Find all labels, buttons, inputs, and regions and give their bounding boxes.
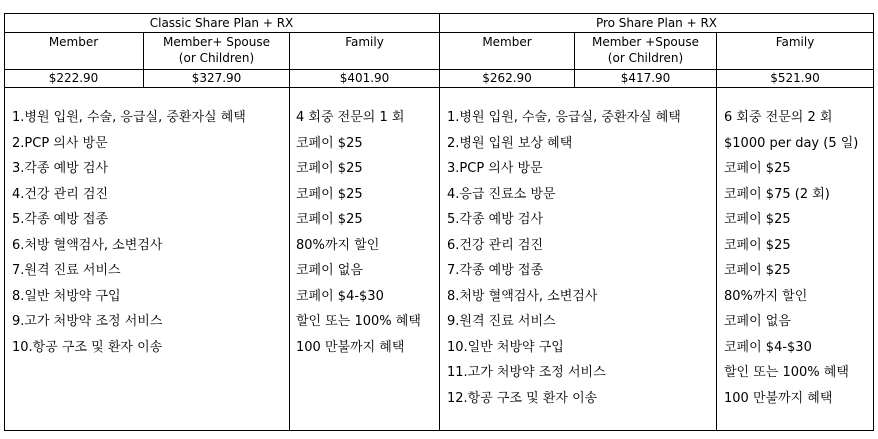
list-item: 6.건강 관리 검진 bbox=[447, 237, 544, 253]
list-item: 코페이 $25 bbox=[724, 263, 791, 278]
list-item: 7.각종 예방 접종 bbox=[447, 263, 544, 278]
classic-details-list bbox=[296, 108, 436, 368]
list-item: 9.원격 진료 서비스 bbox=[447, 314, 556, 329]
rule-title bbox=[4, 32, 874, 33]
list-item: 6 회중 전문의 2 회 bbox=[724, 110, 833, 125]
list-item: 코페이 $25 bbox=[296, 212, 363, 227]
list-item: 2.PCP 의사 방문 bbox=[12, 135, 108, 151]
pro-member-label: Member bbox=[482, 35, 532, 49]
list-item: 코페이 없음 bbox=[724, 314, 791, 329]
list-item: 5.각종 예방 접종 bbox=[12, 212, 109, 227]
classic-benefits-list bbox=[12, 108, 287, 368]
list-item: $1000 per day (5 일) bbox=[724, 135, 859, 151]
classic-member-label: Member bbox=[48, 35, 99, 49]
list-item: 6.처방 혈액검사, 소변검사 bbox=[12, 237, 163, 253]
list-item: 코페이 $25 bbox=[296, 161, 363, 176]
list-item: 4 회중 전문의 1 회 bbox=[296, 110, 405, 125]
list-item: 100 만불까지 혜택 bbox=[724, 390, 833, 406]
list-item: 4.응급 진료소 방문 bbox=[447, 186, 556, 202]
classic-member-price: $222.90 bbox=[48, 71, 99, 85]
list-item: 4.건강 관리 검진 bbox=[12, 186, 109, 202]
list-item: 80%까지 할인 bbox=[296, 237, 380, 253]
classic-plan-title: Classic Share Plan + RX bbox=[149, 16, 294, 30]
rule-prices bbox=[4, 87, 874, 88]
list-item: 코페이 $75 (2 회) bbox=[724, 186, 830, 202]
list-item: 1.병원 입원, 수술, 응급실, 중환자실 혜택 bbox=[447, 110, 681, 125]
pro-family-price: $521.90 bbox=[770, 71, 820, 85]
list-item: 100 만불까지 혜택 bbox=[296, 339, 405, 355]
list-item: 80%까지 할인 bbox=[724, 288, 808, 304]
list-item: 코페이 $4-$30 bbox=[296, 288, 384, 304]
pro-plan-title: Pro Share Plan + RX bbox=[595, 16, 718, 30]
classic-spouse-label: Member+ Spouse (or Children) bbox=[162, 35, 271, 65]
col-rule-classic-2 bbox=[289, 32, 290, 431]
list-item: 코페이 $4-$30 bbox=[724, 339, 812, 355]
col-rule-pro-2 bbox=[716, 32, 717, 431]
list-item: 코페이 $25 bbox=[724, 161, 791, 176]
list-item: 7.원격 진료 서비스 bbox=[12, 263, 121, 278]
classic-spouse-price: $327.90 bbox=[191, 71, 242, 85]
list-item: 코페이 $25 bbox=[724, 212, 791, 227]
classic-family-price: $401.90 bbox=[339, 71, 390, 85]
classic-family-label: Family bbox=[345, 35, 384, 49]
list-item: 10.일반 처방약 구입 bbox=[447, 339, 564, 355]
list-item: 12.항공 구조 및 환자 이송 bbox=[447, 390, 598, 406]
list-item: 8.일반 처방약 구입 bbox=[12, 288, 121, 304]
list-item: 1.병원 입원, 수술, 응급실, 중환자실 혜택 bbox=[12, 110, 246, 125]
list-item: 코페이 $25 bbox=[724, 237, 791, 253]
list-item: 8.처방 혈액검사, 소변검사 bbox=[447, 288, 598, 304]
list-item: 3.PCP 의사 방문 bbox=[447, 161, 543, 176]
pro-spouse-label: Member +Spouse (or Children) bbox=[591, 35, 700, 65]
list-item: 3.각종 예방 검사 bbox=[12, 161, 109, 176]
list-item: 11.고가 처방약 조정 서비스 bbox=[447, 365, 606, 380]
list-item: 5.각종 예방 검사 bbox=[447, 212, 544, 227]
list-item: 10.항공 구조 및 환자 이송 bbox=[12, 339, 163, 355]
list-item: 코페이 $25 bbox=[296, 186, 363, 202]
pro-family-label: Family bbox=[775, 35, 815, 49]
list-item: 2.병원 입원 보상 혜택 bbox=[447, 135, 573, 151]
list-item: 코페이 없음 bbox=[296, 263, 363, 278]
list-item: 할인 또는 100% 혜택 bbox=[724, 365, 849, 380]
pro-spouse-price: $417.90 bbox=[620, 71, 671, 85]
pro-member-price: $262.90 bbox=[482, 71, 532, 85]
list-item: 코페이 $25 bbox=[296, 135, 363, 151]
border-right bbox=[873, 13, 874, 431]
pro-details-list bbox=[724, 108, 872, 418]
list-item: 할인 또는 100% 혜택 bbox=[296, 314, 421, 329]
pro-benefits-list bbox=[447, 108, 715, 418]
list-item: 9.고가 처방약 조정 서비스 bbox=[12, 314, 163, 329]
